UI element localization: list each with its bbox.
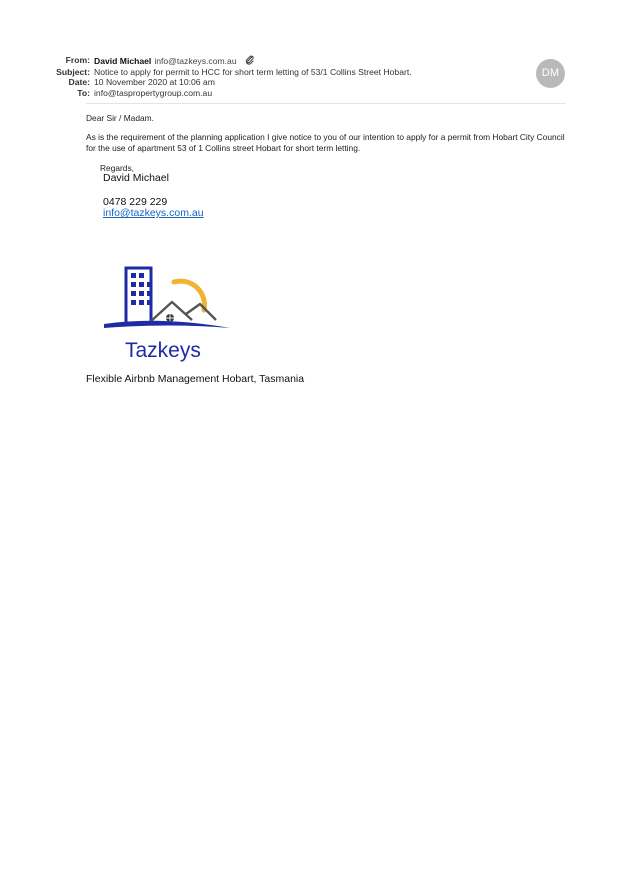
from-label: From: <box>65 55 90 65</box>
date-label: Date: <box>68 77 90 88</box>
subject-text: Notice to apply for permit to HCC for short term letting of 53/1 Collins Street Hobart. <box>94 66 412 77</box>
recipient-email[interactable]: info@taspropertygroup.com.au <box>94 87 213 98</box>
paragraph-line-1: As is the requirement of the planning application I give notice to you of our intention to apply for a permit from Hobart City Council <box>86 132 565 142</box>
paragraph-line-2: for the use of apartment 53 of 1 Collins street Hobart for short term letting. <box>86 142 361 153</box>
date-row <box>40 77 570 88</box>
avatar[interactable]: DM <box>536 59 565 88</box>
to-label: To: <box>77 87 90 98</box>
signature-phone: 0478 229 229 <box>103 196 168 208</box>
paperclip-icon[interactable] <box>245 55 254 65</box>
sender-name[interactable]: David Michael <box>94 56 152 66</box>
to-row <box>40 88 570 99</box>
signature-email-link[interactable]: info@tazkeys.com.au <box>103 207 204 219</box>
body-paragraph <box>86 132 576 153</box>
signature-tagline: Flexible Airbnb Management Hobart, Tasmania <box>86 373 305 385</box>
date-text: 10 November 2020 at 10:06 am <box>94 77 215 88</box>
email-header <box>40 55 570 98</box>
logo-wordmark: Tazkeys <box>125 339 201 362</box>
subject-label: Subject: <box>56 66 90 77</box>
subject-row <box>40 67 570 78</box>
sender-email[interactable]: info@tazkeys.com.au <box>154 56 237 66</box>
signature-name: David Michael <box>103 172 169 184</box>
from-row <box>40 55 570 67</box>
header-divider <box>86 103 566 104</box>
regards: Regards, <box>100 163 134 173</box>
greeting: Dear Sir / Madam. <box>86 113 154 123</box>
tazkeys-logo <box>100 262 235 364</box>
